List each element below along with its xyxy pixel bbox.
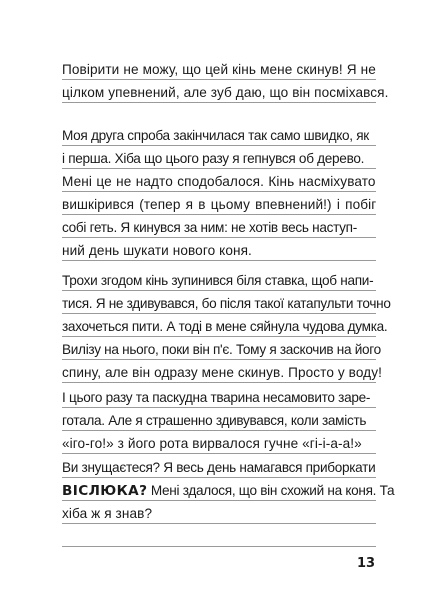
text-line: Трохи згодом кінь зупинився біля ставка, щоб напи- (62, 268, 376, 291)
text-line: захочеться пити. А тоді в мене сяйнула чудова думка. (62, 314, 376, 337)
text-line: собі геть. Я кинувся за ним: не хотів весь наступ- (62, 215, 376, 238)
paragraph-1 (62, 57, 389, 103)
text-line: готала. Але я страшенно здивувався, коли замість (62, 408, 376, 431)
text-line: і перша. Хіба що цього разу я гепнувся об дерево. (62, 146, 376, 169)
text-line: Моя друга спроба закінчилася так само швидко, як (62, 123, 376, 146)
text-line: спину, але він одразу мене скинув. Просто у воду! (62, 360, 376, 383)
paragraph-2 (62, 123, 376, 261)
page-number: 13 (357, 556, 376, 571)
text-line: ний день шукати нового коня. (62, 238, 376, 261)
text-line: хіба ж я знав? (62, 501, 376, 524)
paragraph-3 (62, 268, 391, 383)
text-line: Мені це не надто сподобалося. Кінь насміхувато (62, 169, 376, 192)
ruled-line (62, 524, 376, 547)
text-line: ВІСЛЮКА? Мені здалося, що він схожий на коня. Та (62, 478, 376, 501)
text-line: І цього разу та паскудна тварина несамовито заре- (62, 385, 376, 408)
text-line: вишкірився (тепер я в цьому впевнений!) і побіг (62, 192, 376, 215)
paragraph-4 (62, 385, 376, 454)
text-line: «іго-го!» з його рота вирвалося гучне «гі-і-а-а!» (62, 431, 376, 454)
text-line: цілком упевнений, але зуб даю, що він посміхався. (62, 80, 376, 103)
text-line: тися. Я не здивувався, бо після такої катапульти точно (62, 291, 376, 314)
text-line: Ви знущаєтеся? Я весь день намагався приборкати (62, 455, 376, 478)
text-line: Вилізу на нього, поки він п'є. Тому я заскочив на його (62, 337, 376, 360)
text-line: Повірити не можу, що цей кінь мене скинув! Я не (62, 57, 376, 80)
emphasis-word: ВІСЛЮКА? (62, 483, 148, 499)
paragraph-5 (62, 455, 395, 547)
